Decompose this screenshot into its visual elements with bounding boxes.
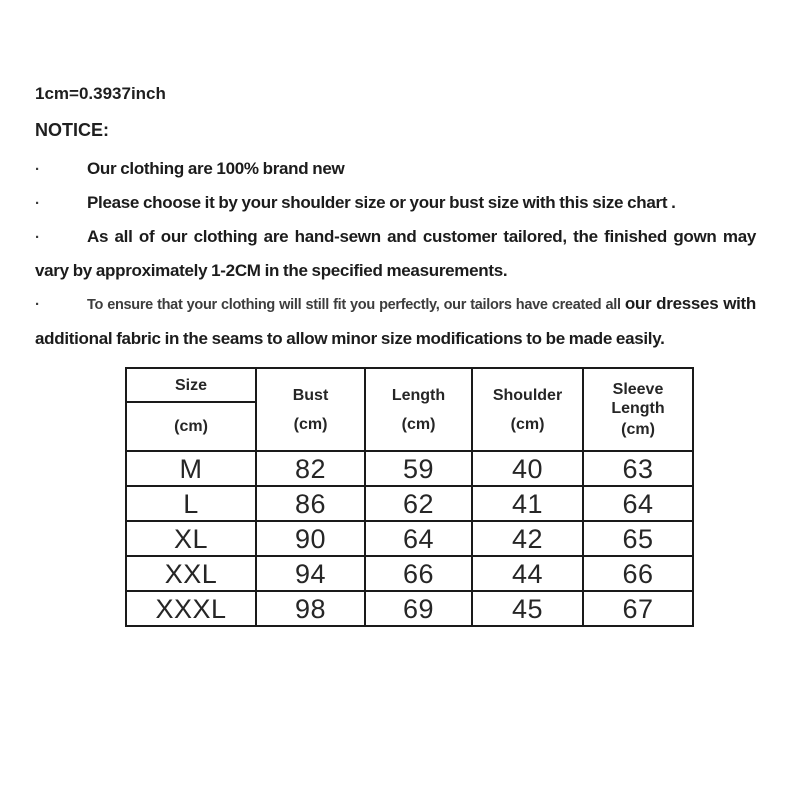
bullet-text: As all of our clothing are hand-sewn and customer tailored, the finished gown may vary by approximately 1-2CM in the specified measurements. <box>35 227 756 280</box>
column-unit: (cm) <box>621 421 655 438</box>
table-row-xl <box>126 521 693 556</box>
bust-value: 82 <box>256 451 365 486</box>
size-value: XL <box>126 521 256 556</box>
column-header-length <box>365 368 472 451</box>
bullet-dot-icon: · <box>35 161 40 178</box>
bullet-item-hand-sewn <box>35 220 756 287</box>
length-value: 64 <box>365 521 472 556</box>
length-value: 62 <box>365 486 472 521</box>
column-name: Bust <box>292 386 329 404</box>
length-value: 69 <box>365 591 472 626</box>
bullet-text: Please choose it by your shoulder size or your bust size with this size chart . <box>87 193 676 212</box>
bullet-item-brand-new <box>35 152 756 186</box>
column-header-sleeve-length <box>583 368 693 451</box>
bust-value: 86 <box>256 486 365 521</box>
column-header-size: Size <box>126 368 256 402</box>
table-row-xxxl <box>126 591 693 626</box>
size-value: L <box>126 486 256 521</box>
shoulder-value: 44 <box>472 556 583 591</box>
table-row-m <box>126 451 693 486</box>
sleeve-length-value: 63 <box>583 451 693 486</box>
bullet-dot-icon: · <box>35 296 40 313</box>
bullet-text-small: To ensure that your clothing will still fit you perfectly, our tailors have created all <box>87 297 625 313</box>
size-value: XXXL <box>126 591 256 626</box>
sleeve-length-value: 64 <box>583 486 693 521</box>
bust-value: 90 <box>256 521 365 556</box>
bullet-item-choose-size <box>35 186 756 220</box>
bullet-item-extra-fabric <box>35 287 756 355</box>
sleeve-length-value: 67 <box>583 591 693 626</box>
size-table <box>125 367 694 627</box>
shoulder-value: 42 <box>472 521 583 556</box>
sleeve-length-value: 66 <box>583 556 693 591</box>
length-value: 59 <box>365 451 472 486</box>
column-header-size-unit: (cm) <box>126 402 256 451</box>
column-unit: (cm) <box>401 415 436 433</box>
sleeve-length-value: 65 <box>583 521 693 556</box>
length-value: 66 <box>365 556 472 591</box>
column-unit: (cm) <box>510 415 545 433</box>
shoulder-value: 40 <box>472 451 583 486</box>
bullet-text: Our clothing are 100% brand new <box>87 159 345 178</box>
size-value: XXL <box>126 556 256 591</box>
header-row-top <box>126 368 693 402</box>
bullet-dot-icon: · <box>35 195 40 212</box>
shoulder-value: 45 <box>472 591 583 626</box>
shoulder-value: 41 <box>472 486 583 521</box>
column-header-shoulder <box>472 368 583 451</box>
table-row-l <box>126 486 693 521</box>
column-unit: (cm) <box>293 415 328 433</box>
bullet-dot-icon: · <box>35 229 40 246</box>
bust-value: 98 <box>256 591 365 626</box>
column-name: Length <box>391 386 446 404</box>
column-header-bust <box>256 368 365 451</box>
size-value: M <box>126 451 256 486</box>
conversion-note: 1cm=0.3937inch <box>35 84 166 103</box>
table-row-xxl <box>126 556 693 591</box>
bullet-text: our dresses with additional fabric in the seams to allow minor size modifications to be made easily. <box>35 294 756 348</box>
notice-heading: NOTICE: <box>35 120 109 140</box>
column-name: Shoulder <box>492 386 563 404</box>
column-name: Sleeve Length <box>611 381 665 417</box>
bust-value: 94 <box>256 556 365 591</box>
